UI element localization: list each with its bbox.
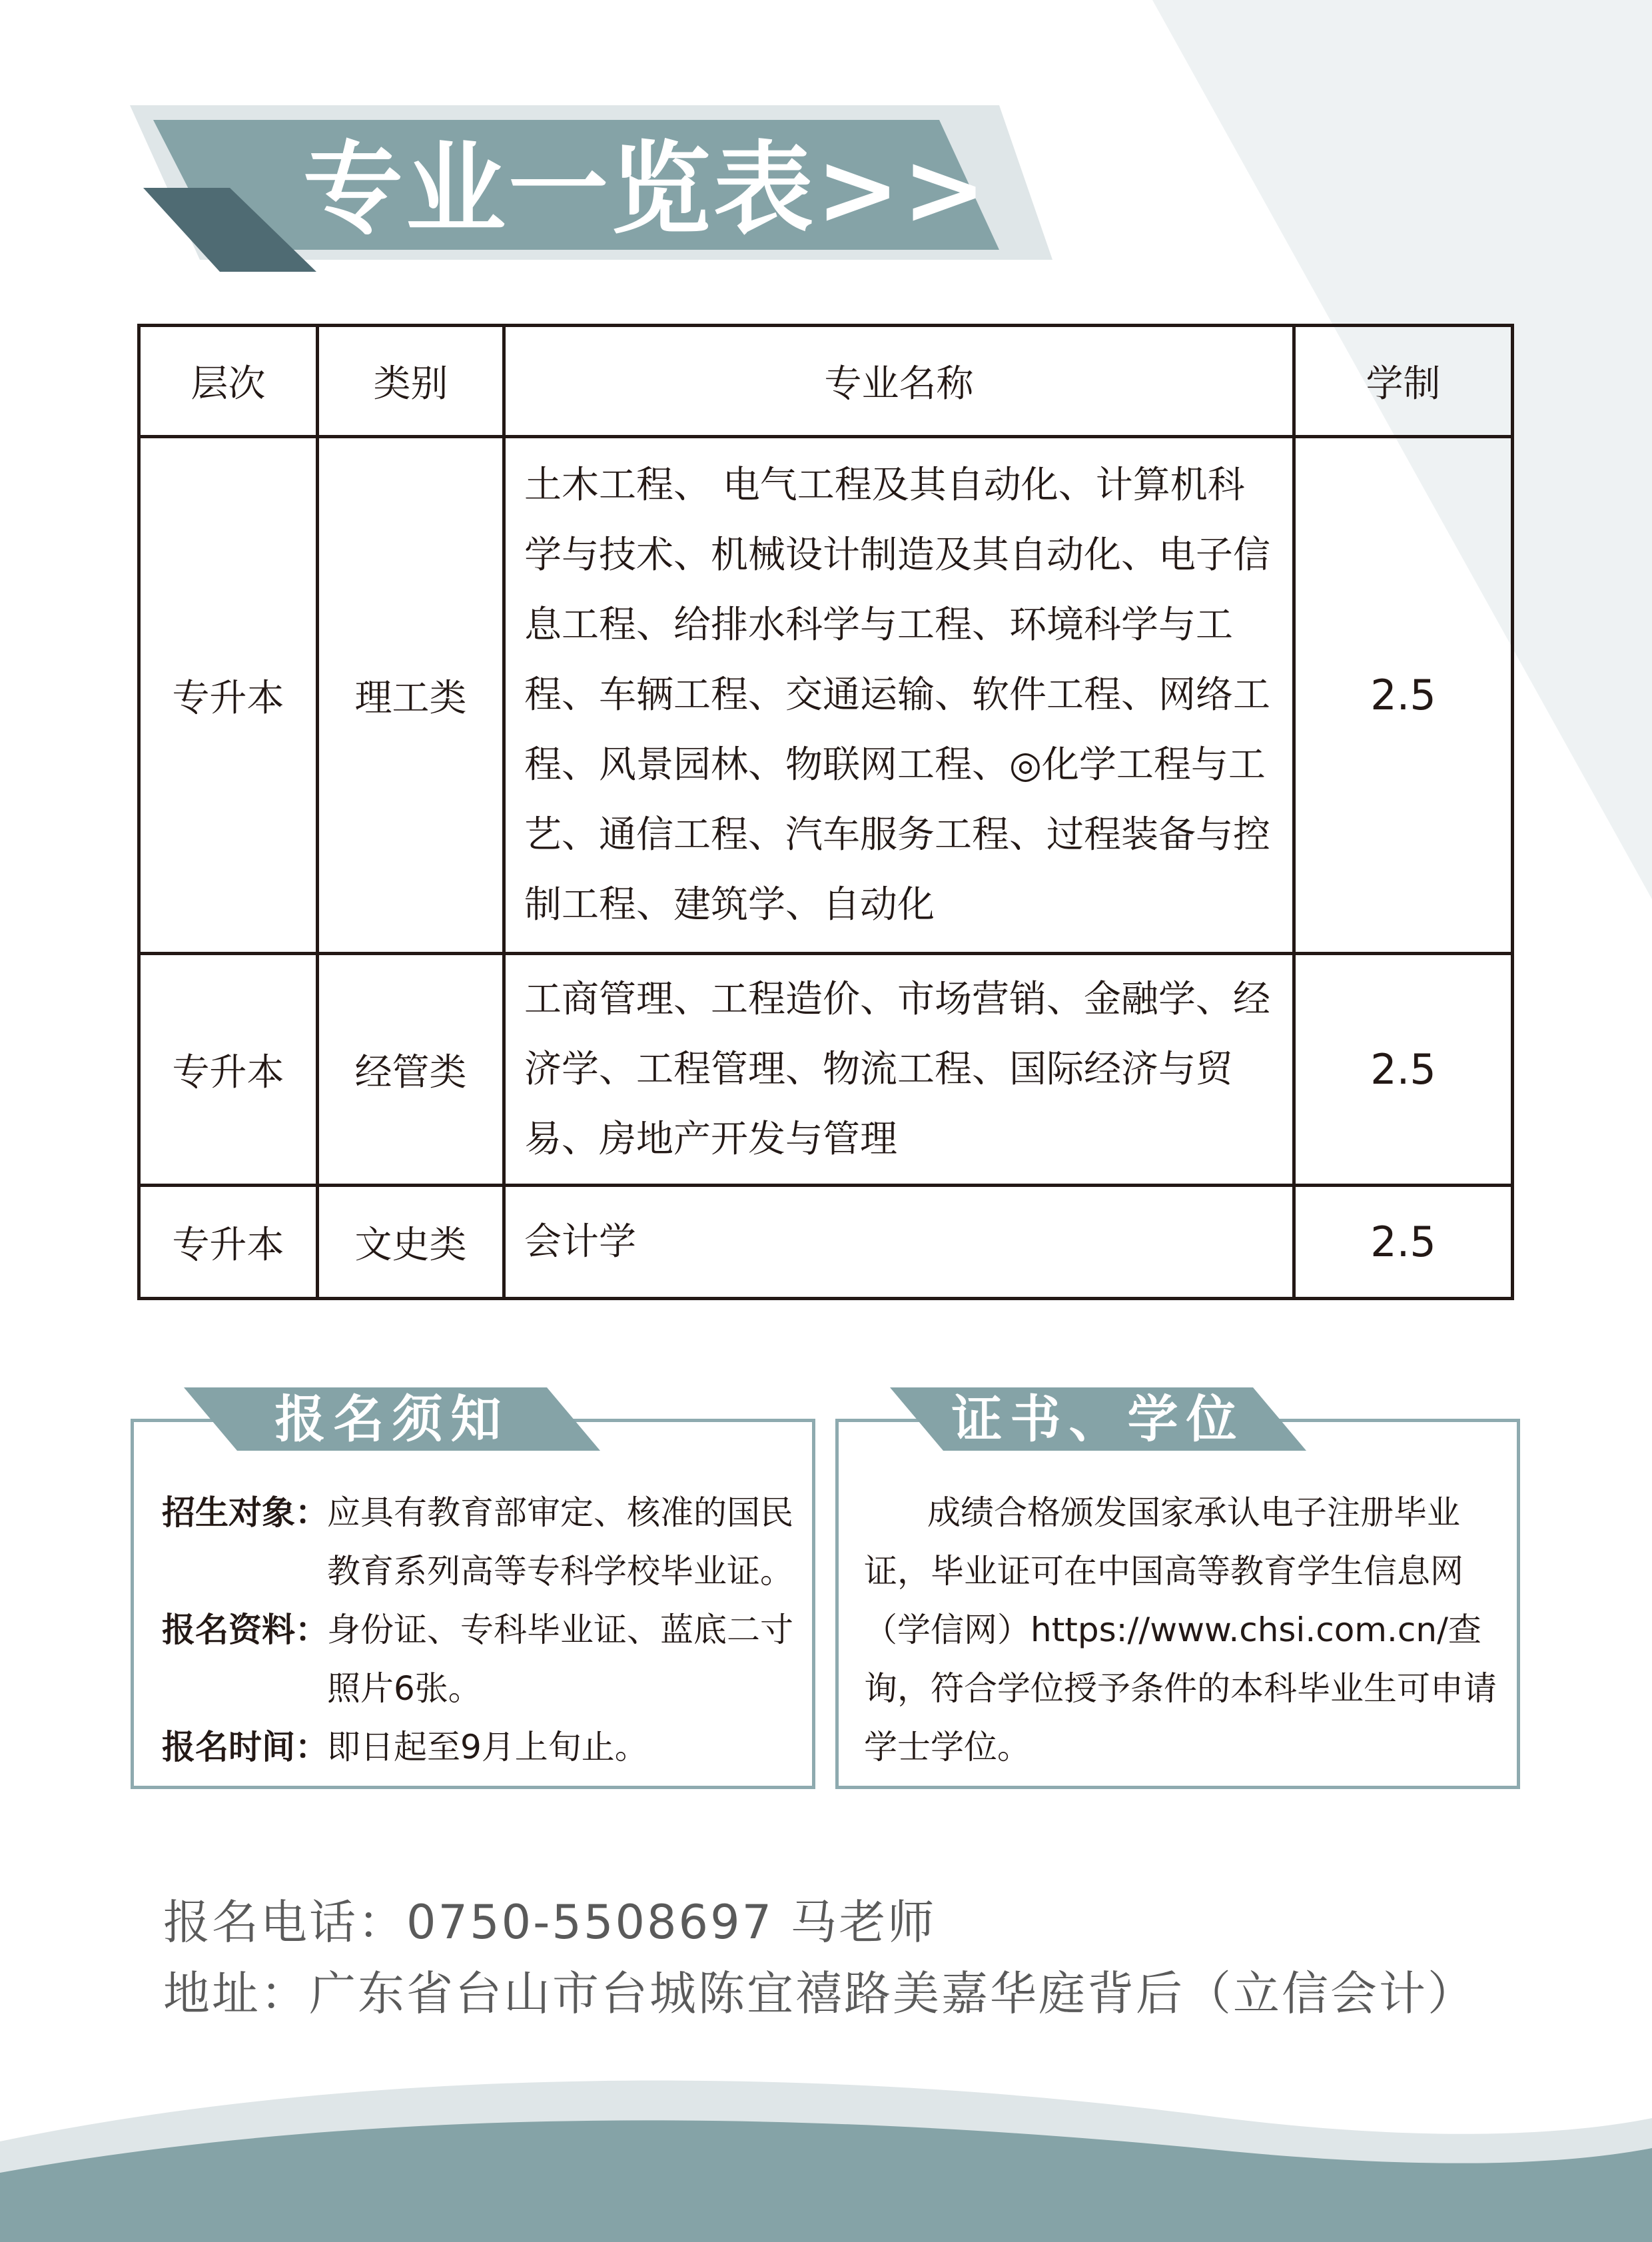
certificate-title-tab <box>890 1387 1306 1451</box>
enrollment-value: 应具有教育部审定、核准的国民教育系列高等专科学校毕业证。 <box>327 1493 793 1591</box>
enrollment-key: 报名时间： <box>162 1728 328 1766</box>
cell-duration: 2.5 <box>1294 437 1513 954</box>
table-header-row <box>139 326 1513 437</box>
cell-majors: 工商管理、工程造价、市场营销、金融学、经济学、工程管理、物流工程、国际经济与贸易、房地产开发与管理 <box>504 954 1294 1186</box>
certificate-text: 成绩合格颁发国家承认电子注册毕业证，毕业证可在中国高等教育学生信息网（学信网）https://www.chsi.com.cn/查询，符合学位授予条件的本科毕业生可申请学士学位。 <box>864 1493 1497 1766</box>
enrollment-title: 报名须知 <box>274 1389 510 1449</box>
enrollment-value: 即日起至9月上旬止。 <box>327 1728 648 1766</box>
cell-category: 经管类 <box>318 954 504 1186</box>
header-major-name: 专业名称 <box>504 326 1294 437</box>
enrollment-box <box>131 1419 815 1789</box>
cell-duration: 2.5 <box>1294 1186 1513 1299</box>
table-row <box>139 1186 1513 1299</box>
enrollment-key: 招生对象： <box>162 1493 328 1532</box>
contact-address: 地址：广东省台山市台城陈宜禧路美嘉华庭背后（立信会计） <box>163 1966 1476 2021</box>
header-category: 类别 <box>318 326 504 437</box>
majors-table <box>137 324 1514 1300</box>
contact-phone: 报名电话：0750-5508697 马老师 <box>163 1895 937 1950</box>
cell-level: 专升本 <box>139 1186 318 1299</box>
certificate-box <box>835 1419 1520 1789</box>
cell-level: 专升本 <box>139 954 318 1186</box>
header-duration: 学制 <box>1294 326 1513 437</box>
header-level: 层次 <box>139 326 318 437</box>
cell-duration: 2.5 <box>1294 954 1513 1186</box>
table-row <box>139 437 1513 954</box>
cell-category: 文史类 <box>318 1186 504 1299</box>
enrollment-value: 身份证、专科毕业证、蓝底二寸照片6张。 <box>327 1611 793 1708</box>
cell-majors: 会计学 <box>504 1186 1294 1299</box>
cell-level: 专升本 <box>139 437 318 954</box>
cell-majors: 土木工程、 电气工程及其自动化、计算机科学与技术、机械设计制造及其自动化、电子信息工程、给排水科学与工程、环境科学与工程、车辆工程、交通运输、软件工程、网络工程、风景园林、物联网工程、◎化学工程与工艺、通信工程、汽车服务工程、过程装备与控制工程、建筑学、自动化 <box>504 437 1294 954</box>
table-row <box>139 954 1513 1186</box>
enrollment-title-tab <box>184 1387 600 1451</box>
page-title: 专业一览表>> <box>303 132 989 248</box>
certificate-title: 证书、学位 <box>951 1389 1245 1449</box>
enrollment-key: 报名资料： <box>162 1611 328 1649</box>
cell-category: 理工类 <box>318 437 504 954</box>
